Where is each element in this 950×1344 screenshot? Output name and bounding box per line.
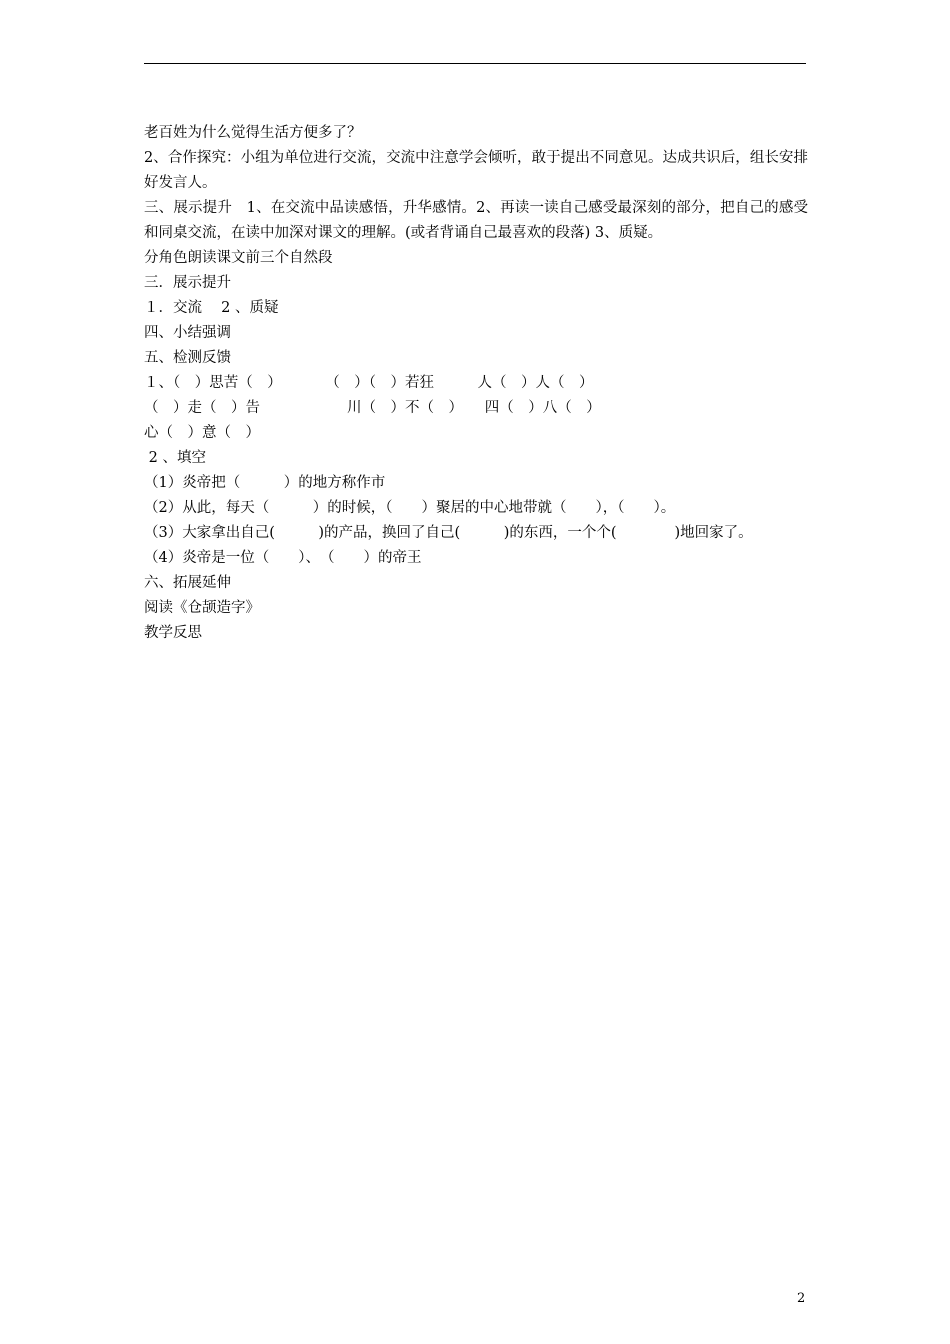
document-body	[144, 121, 808, 646]
role-reading-line: 分角色朗读课文前三个自然段	[144, 250, 333, 266]
teaching-reflection-line: 教学反思	[144, 625, 202, 641]
fill-blank-item-2: （2）从此，每天（ ）的时候，（ ）聚居的中心地带就（ ），（ ）。	[144, 500, 676, 516]
header-rule	[144, 63, 806, 64]
fill-blank-item-4: （4）炎帝是一位（ ）、 （ ）的帝王	[144, 550, 422, 566]
fill-blank-item-3: （3）大家拿出自己( )的产品，换回了自己( )的东西，一个个( )地回家了。	[144, 525, 753, 541]
fill-blank-item-1: （1）炎帝把（ ）的地方称作市	[144, 475, 386, 491]
section-heading-presentation: 三．展示提升	[144, 275, 231, 291]
section-heading-extension: 六、拓展延伸	[144, 575, 231, 591]
idiom-fill-row-1: １、（ ）思苦（ ） （ ）（ ）若狂 人（ ）人（ ）	[144, 375, 594, 391]
cooperative-inquiry-paragraph: 2、合作探究：小组为单位进行交流，交流中注意学会倾听，敢于提出不同意见。达成共识后，组长安排好发言人。	[144, 150, 808, 191]
presentation-paragraph: 三、展示提升 1、在交流中品读感悟，升华感情。2、再读一读自己感受最深刻的部分，把自己的感受和同桌交流，在读中加深对课文的理解。(或者背诵自己最喜欢的段落) 3、质疑。	[144, 200, 808, 241]
fill-blank-heading: 2 、填空	[144, 450, 206, 466]
question-line: 老百姓为什么觉得生活方便多了？	[144, 125, 362, 141]
page-number: 2	[797, 1291, 806, 1306]
section-heading-feedback: 五、检测反馈	[144, 350, 231, 366]
idiom-fill-row-3: 心（ ）意（ ）	[144, 425, 260, 441]
exchange-question-line: １．交流 2 、质疑	[144, 300, 279, 316]
section-heading-summary: 四、小结强调	[144, 325, 231, 341]
reading-assignment-line: 阅读《仓颉造字》	[144, 600, 260, 616]
idiom-fill-row-2: （ ）走（ ）告 川（ ）不（ ） 四（ ）八（ ）	[144, 400, 601, 416]
